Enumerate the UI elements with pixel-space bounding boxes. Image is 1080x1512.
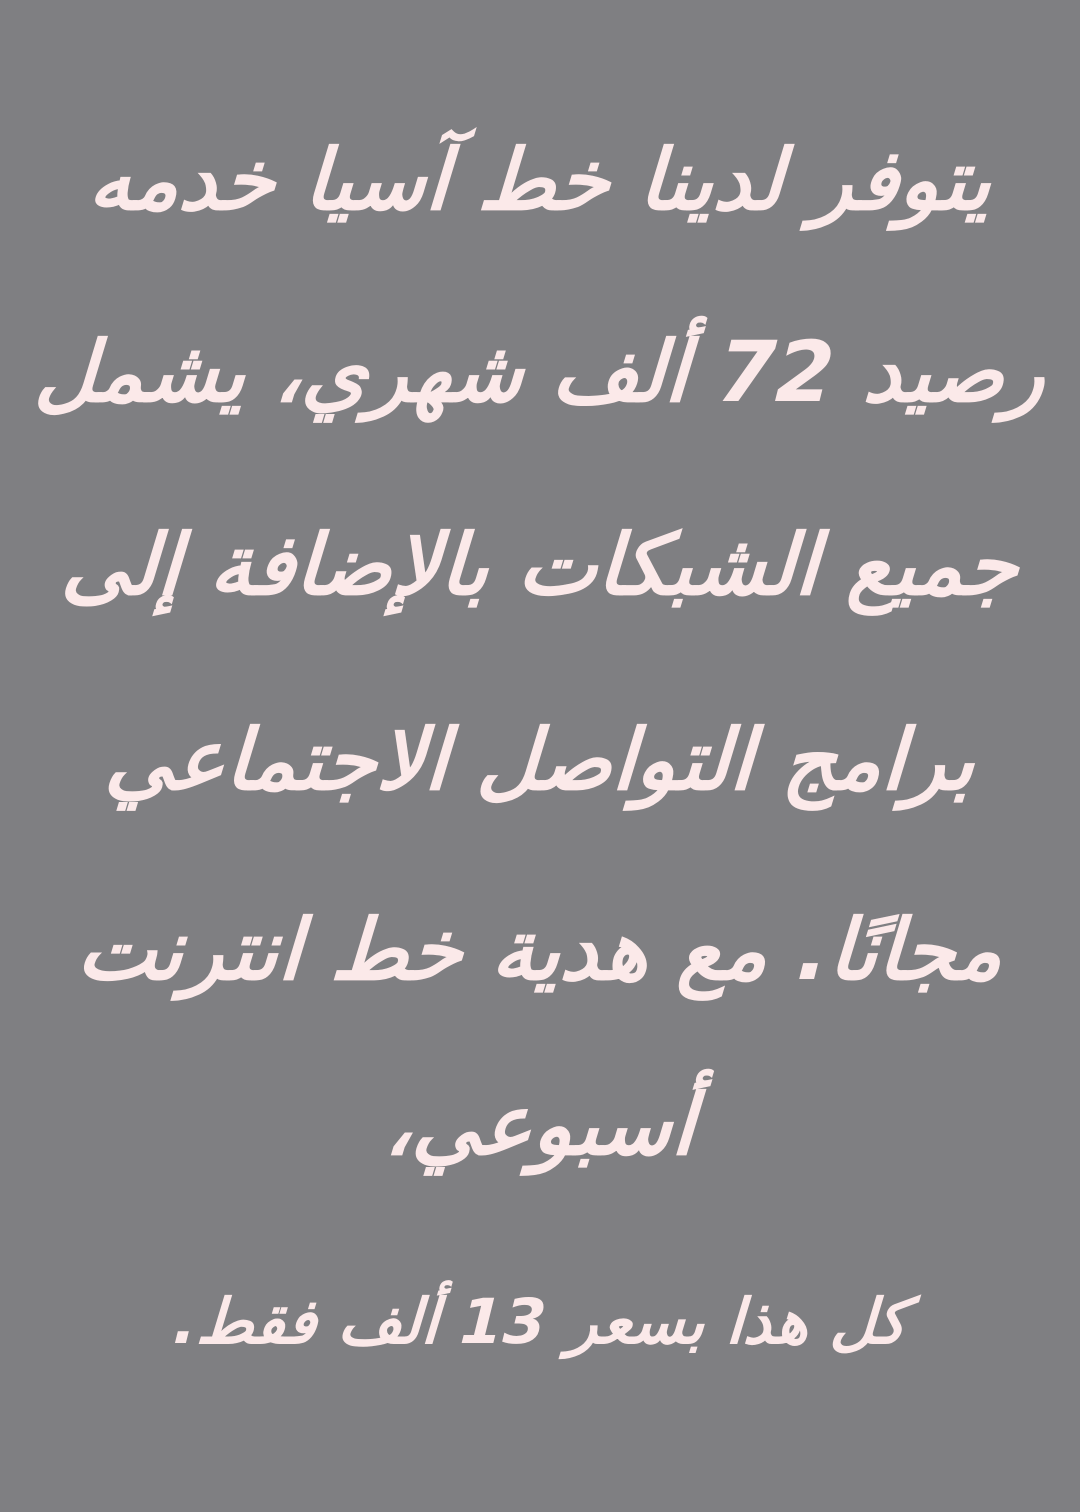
promo-text-line-2: رصيد 72 ألف شهري، يشمل xyxy=(32,323,1048,421)
promo-price-line: كل هذا بسعر 13 ألف فقط. xyxy=(171,1285,909,1358)
promo-text-line-3: جميع الشبكات بالإضافة إلى xyxy=(59,516,1021,614)
promo-text-line-5: مجانًا. مع هدية خط انترنت xyxy=(74,901,1006,999)
promo-text-line-4: برامج التواصل الاجتماعي xyxy=(102,711,978,809)
promo-text-line-1: يتوفر لدينا خط آسيا خدمه xyxy=(86,131,994,229)
promo-text-line-6: أسبوعي، xyxy=(382,1076,698,1174)
